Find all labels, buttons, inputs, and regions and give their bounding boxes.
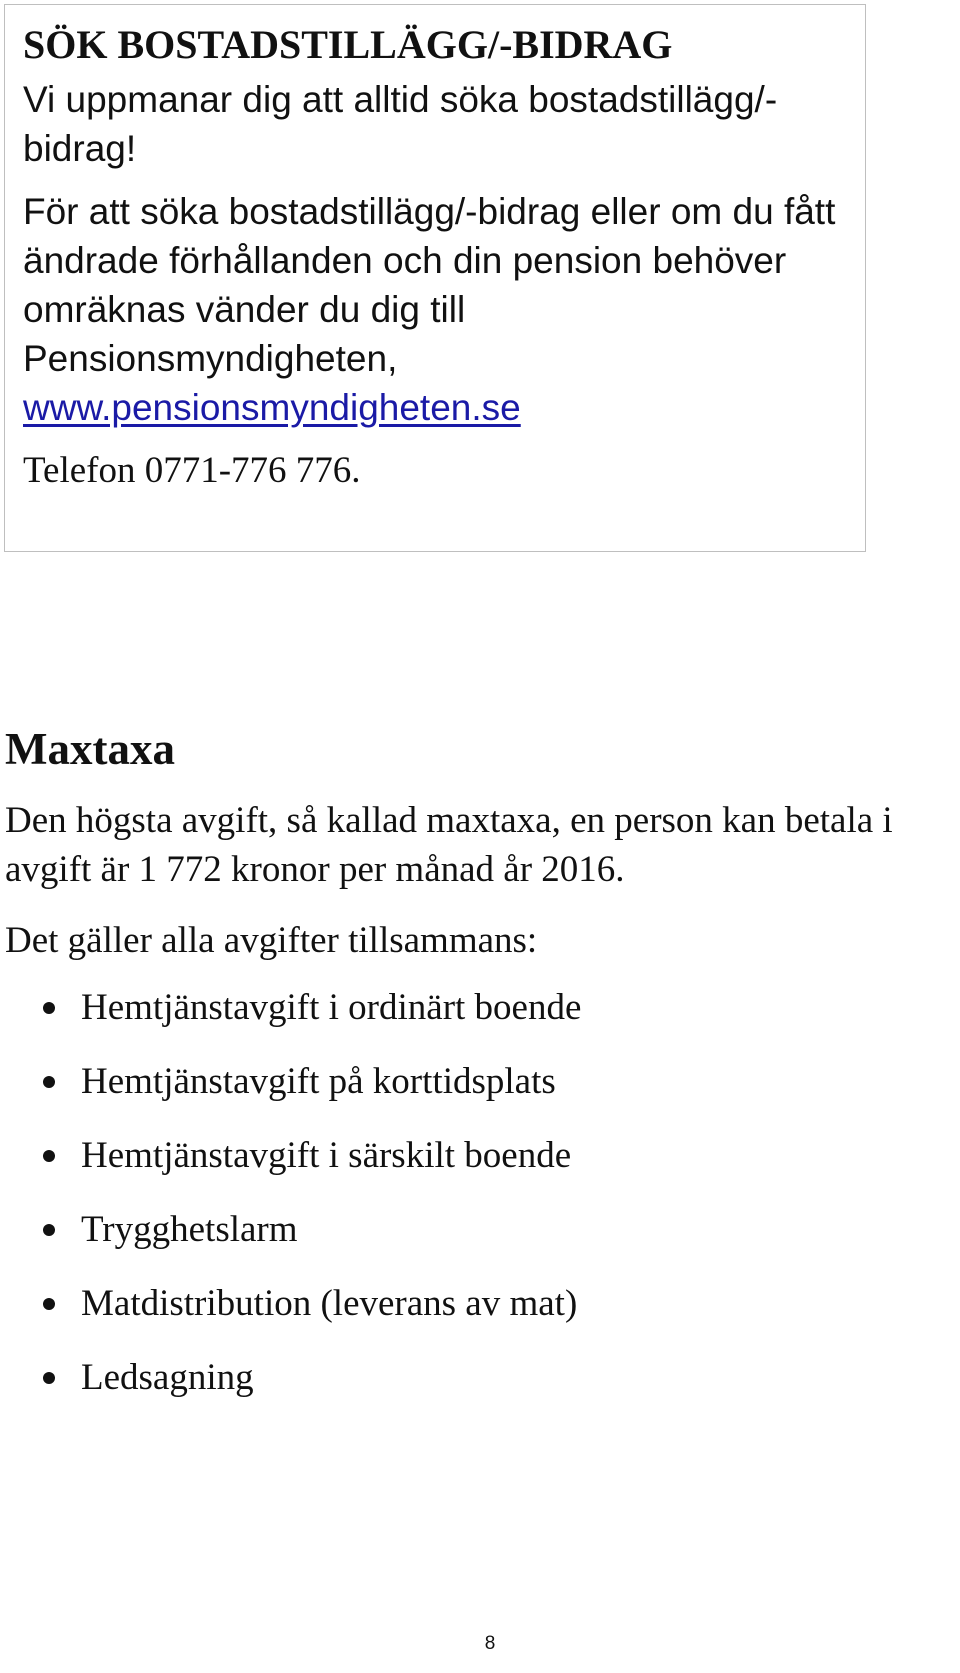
info-box-body-text: För att söka bostadstillägg/-bidrag eller om du fått ändrade förhållanden och din pension behöver omräknas vänder du dig till Pensionsmyndigheten, [23, 191, 836, 379]
bullet-icon [43, 1076, 55, 1088]
list-item [5, 1353, 955, 1402]
info-box-body [23, 187, 847, 432]
list-item-text: Ledsagning [81, 1357, 254, 1398]
info-box-title: SÖK BOSTADSTILLÄGG/-BIDRAG [23, 22, 673, 67]
list-item-text: Hemtjänstavgift i ordinärt boende [81, 987, 582, 1028]
maxtaxa-list-intro: Det gäller alla avgifter tillsammans: [5, 920, 538, 961]
list-item-text: Trygghetslarm [81, 1209, 298, 1250]
list-item [5, 1131, 955, 1180]
info-box-intro: Vi uppmanar dig att alltid söka bostadstillägg/-bidrag! [23, 79, 778, 169]
maxtaxa-heading: Maxtaxa [5, 724, 175, 774]
list-item-text: Hemtjänstavgift i särskilt boende [81, 1135, 572, 1176]
bullet-icon [43, 1002, 55, 1014]
pensionsmyndigheten-link[interactable]: www.pensionsmyndigheten.se [23, 387, 521, 428]
list-item-text: Matdistribution (leverans av mat) [81, 1283, 578, 1324]
list-item-text: Hemtjänstavgift på korttidsplats [81, 1061, 556, 1102]
fee-list [5, 983, 955, 1402]
list-item [5, 1279, 955, 1328]
maxtaxa-paragraph: Den högsta avgift, så kallad maxtaxa, en person kan betala i avgift är 1 772 kronor per månad år 2016. [5, 800, 893, 890]
bullet-icon [43, 1372, 55, 1384]
bullet-icon [43, 1150, 55, 1162]
list-item [5, 983, 955, 1032]
bullet-icon [43, 1224, 55, 1236]
info-box-phone: Telefon 0771-776 776. [23, 450, 361, 491]
bullet-icon [43, 1298, 55, 1310]
list-item [5, 1205, 955, 1254]
list-item [5, 1057, 955, 1106]
maxtaxa-section [5, 718, 955, 1427]
info-box [4, 4, 866, 552]
page-number: 8 [484, 1633, 496, 1654]
